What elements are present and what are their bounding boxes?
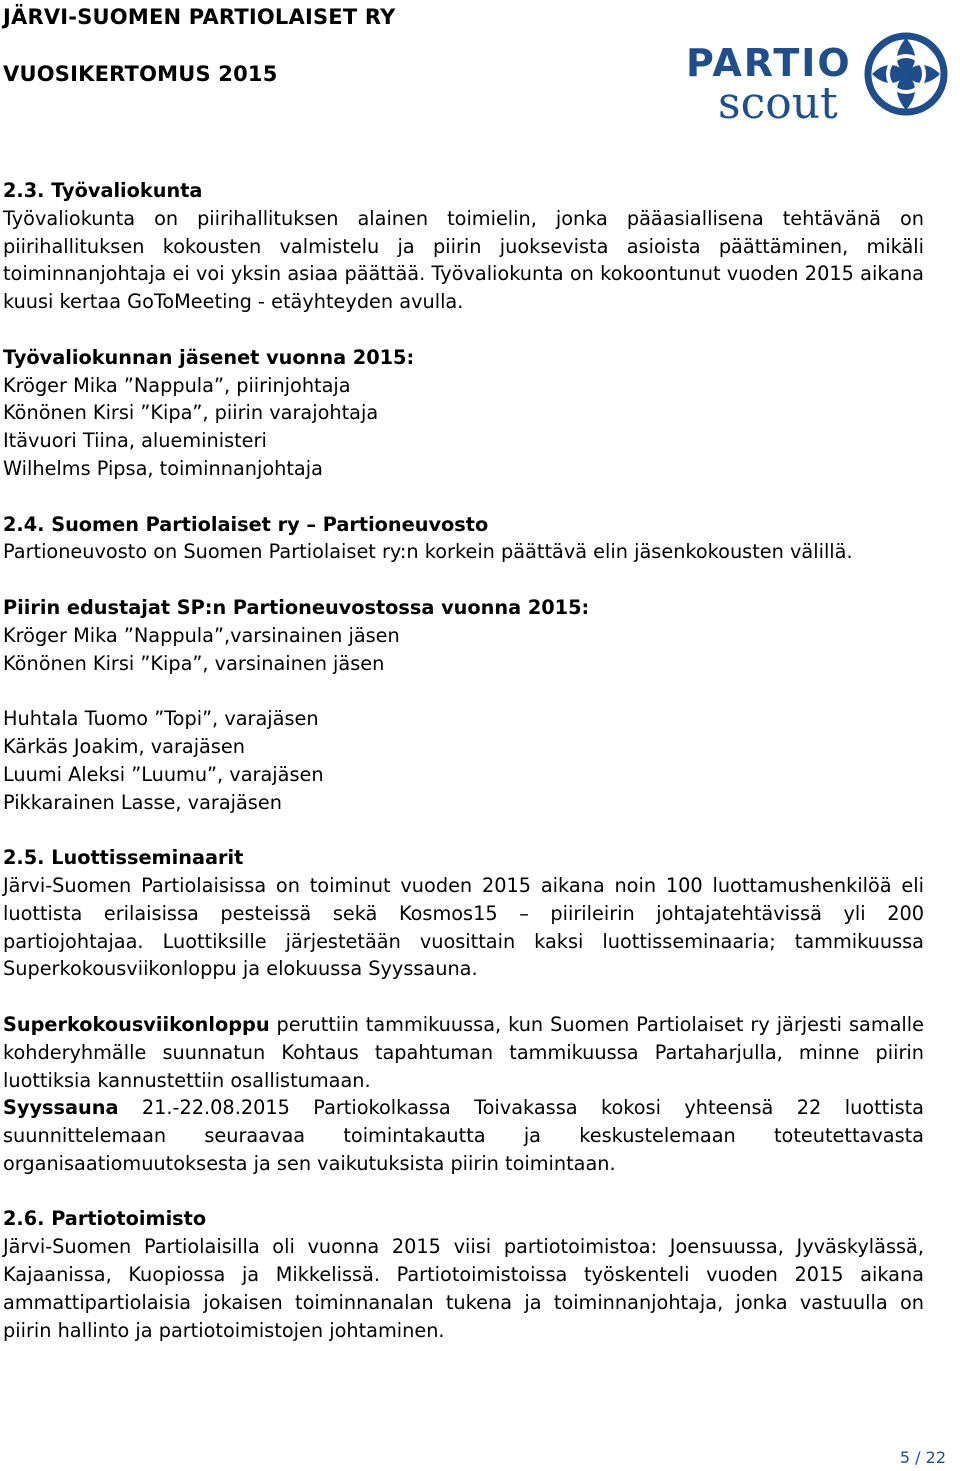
council-member: Könönen Kirsi ”Kipa”, varsinainen jäsen <box>3 651 385 675</box>
partio-scout-logo <box>684 22 956 130</box>
document-body <box>3 177 924 1344</box>
logo-word-partio: PARTIO <box>686 41 852 85</box>
council-deputy: Kärkäs Joakim, varajäsen <box>3 734 245 758</box>
board-member: Itävuori Tiina, alueministeri <box>3 429 267 453</box>
council-reps-heading: Piirin edustajat SP:n Partioneuvostossa vuonna 2015: <box>3 595 590 619</box>
page-number: 5 / 22 <box>899 1448 946 1467</box>
superkokous-label: Superkokousviikonloppu <box>3 1012 270 1036</box>
logo-word-scout: scout <box>718 78 838 129</box>
council-deputy: Luumi Aleksi ”Luumu”, varajäsen <box>3 762 324 786</box>
section-2-5-body: Järvi-Suomen Partiolaisissa on toiminut vuoden 2015 aikana noin 100 luottamushenkilöä eli luottista erilaisissa pesteissä sekä Kosmos15 – piirileirin johtajatehtävissä yli 200 partiojohtajaa. Luottiksille järjestetään vuosittain kaksi luottisseminaaria; tammikuussa Superkokousviikonloppu ja elokuussa Syyssauna. <box>3 873 924 981</box>
section-2-5-paragraph-2: Superkokousviikonloppu peruttiin tammikuussa, kun Suomen Partiolaiset ry järjesti samalle kohderyhmälle suunnatun Kohtaus tapahtuman tammikuussa Partaharjulla, minne piirin luottiksia kannustettiin osallistumaan. <box>3 1012 924 1092</box>
board-member: Könönen Kirsi ”Kipa”, piirin varajohtaja <box>3 401 379 425</box>
board-member: Kröger Mika ”Nappula”, piirinjohtaja <box>3 373 351 397</box>
organization-name: JÄRVI-SUOMEN PARTIOLAISET RY <box>3 5 396 29</box>
section-2-5-paragraph-3: Syyssauna 21.-22.08.2015 Partiokolkassa Toivakassa kokosi yhteensä 22 luottista suunnittelemaan seuraavaa toimintakautta ja keskustelemaan toteutettavasta organisaatiomuutoksesta ja sen vaikutuksista piirin toimintaan. <box>3 1096 924 1175</box>
council-member: Kröger Mika ”Nappula”,varsinainen jäsen <box>3 623 400 647</box>
report-title: VUOSIKERTOMUS 2015 <box>3 62 278 86</box>
section-2-6-heading: 2.6. Partiotoimisto <box>3 1207 207 1231</box>
syyssauna-label: Syyssauna <box>3 1096 119 1120</box>
section-2-4-body: Partioneuvosto on Suomen Partiolaiset ry:n korkein päättävä elin jäsenkokousten välillä. <box>3 540 853 564</box>
section-2-4-heading: 2.4. Suomen Partiolaiset ry – Partioneuvosto <box>3 512 489 536</box>
scout-emblem-icon <box>868 36 944 112</box>
board-members-heading: Työvaliokunnan jäsenet vuonna 2015: <box>3 345 415 369</box>
section-2-3-body: Työvaliokunta on piirihallituksen alainen toimielin, jonka pääasiallisena tehtävänä on piirihallituksen kokousten valmistelu ja piirin juoksevista asioista päättäminen, mikäli toiminnanjohtaja ei voi yksin asiaa päättää. Työvaliokunta on kokoontunut vuoden 2015 aikana kuusi kertaa GoToMeeting - etäyhteyden avulla. <box>3 206 924 314</box>
board-member: Wilhelms Pipsa, toiminnanjohtaja <box>3 456 323 480</box>
section-2-5-heading: 2.5. Luottisseminaarit <box>3 846 244 870</box>
section-2-6-body: Järvi-Suomen Partiolaisilla oli vuonna 2015 viisi partiotoimistoa: Joensuussa, Jyväskylässä, Kajaanissa, Kuopiossa ja Mikkelissä. Partiotoimistoissa työskenteli vuoden 2015 aikana ammattipartiolaisia jokaisen toiminnanalan tukena ja toiminnanjohtaja, jonka vastuulla on piirin hallinto ja partiotoimistojen johtaminen. <box>3 1235 924 1342</box>
council-deputy: Pikkarainen Lasse, varajäsen <box>3 790 282 814</box>
council-deputy: Huhtala Tuomo ”Topi”, varajäsen <box>3 707 319 731</box>
section-2-3-heading: 2.3. Työvaliokunta <box>3 179 203 202</box>
